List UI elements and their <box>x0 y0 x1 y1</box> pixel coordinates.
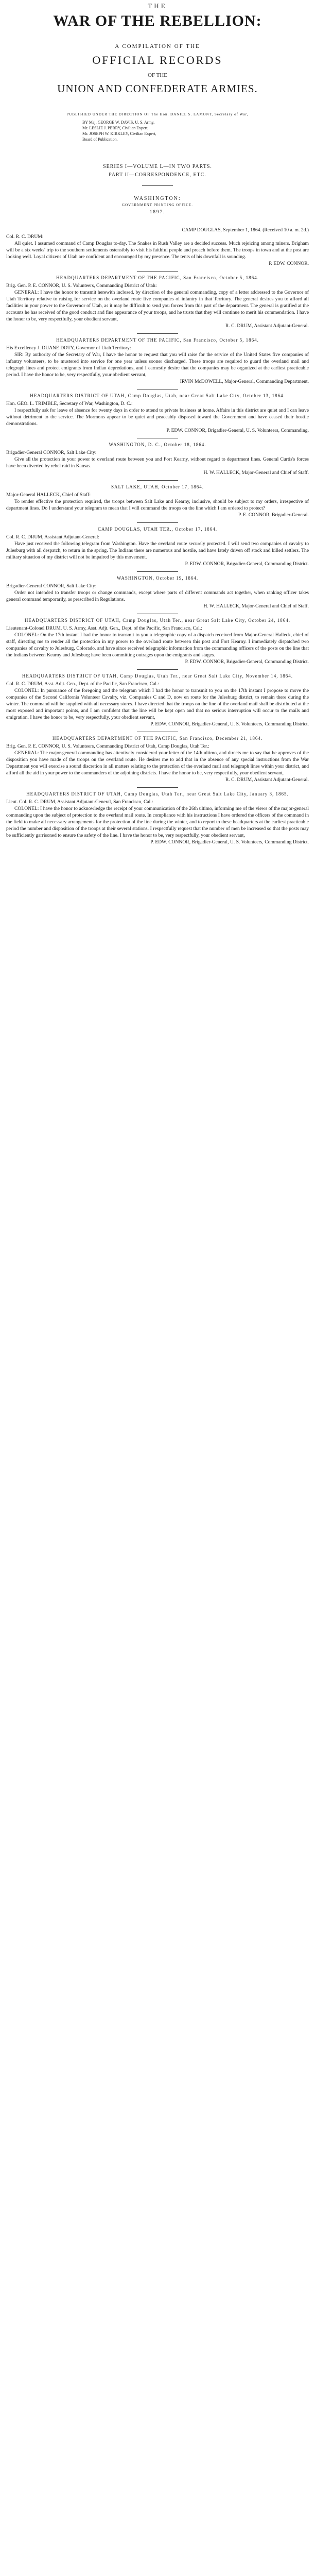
signature: P. EDW. CONNOR, Brigadier-General, U. S. Volunteers, Commanding. <box>166 428 309 433</box>
document-entry <box>6 617 309 665</box>
document-entry <box>6 393 309 434</box>
letter-body: SIR: By authority of the Secretary of War, I have the honor to request that you will raise for the service of the United States five companies of infantry volunteers, to be mustered into service for one year unless sooner discharged. These troops are required to guard the overland mail and telegraph lines and protect emigrants from Indian depredations, and I earnestly desire that the companies may be organized at the earliest practicable period. I have the honor to be, very respectfully, your obedient servant, <box>6 352 309 378</box>
dateline: CAMP DOUGLAS, September 1, 1864. (Received 10 a. m. 2d.) <box>182 227 309 233</box>
document-entry <box>6 484 309 518</box>
salutation: Lieut. Col. R. C. DRUM, Assistant Adjutant-General, San Francisco, Cal.: <box>6 799 153 805</box>
letter-body: All quiet. I assumed command of Camp Douglas to-day. The Snakes in Rush Valley are a decided success. Much rejoicing among miners. Brigham will be a six weeks' trip to the southern settlements ostensibly to visit his faithful people and preach before them. The troops in town and at the post are looking well. Loyal citizens of Utah are confident and encouraged by my presence. The tents of his downfall is sounding. <box>6 241 309 260</box>
year-line: 1897. <box>149 209 166 214</box>
letter-body: To render effective the protection required, the troops between Salt Lake and Kearny, inclusive, should be subject to my orders, irrespective of department lines. Do I understand your telegram to mean that I will command the troops on the line which I am ordered to protect? <box>6 499 309 511</box>
salutation: Lieutenant-Colonel DRUM, U. S. Army, Asst. Adjt. Gen., Dept. of the Pacific, San Francisco, Cal.: <box>6 625 202 631</box>
salutation: His Excellency J. DUANE DOTY, Governor of Utah Territory: <box>6 345 131 351</box>
divider <box>137 271 178 272</box>
divider <box>137 787 178 788</box>
printing-office-line: GOVERNMENT PRINTING OFFICE. <box>122 203 193 207</box>
armies-line: UNION AND CONFEDERATE ARMIES. <box>57 82 258 95</box>
board-of-publication <box>82 120 237 142</box>
letter-heading: HEADQUARTERS DISTRICT OF UTAH, Camp Douglas, Utah Ter., near Great Salt Lake City, October 24, 1864. <box>24 618 291 623</box>
title-the: THE <box>148 2 167 10</box>
document-entry <box>6 575 309 609</box>
salutation: Brig. Gen. P. E. CONNOR, U. S. Volunteers, Commanding District of Utah: <box>6 283 157 289</box>
letter-body: Order not intended to transfer troops or change commands, except where parts of different commands act together, when ranking officer takes general command temporarily, as prescribed in Regulations. <box>6 590 309 602</box>
board-member: Mr. LESLIE J. PERRY, Civilian Expert, <box>82 126 149 130</box>
letter-heading: WASHINGTON, October 19, 1864. <box>116 575 199 581</box>
signature: R. C. DRUM, Assistant Adjutant-General. <box>225 777 309 783</box>
salutation: Col. R. C. DRUM, Asst. Adjt. Gen., Dept. of the Pacific, San Francisco, Cal.: <box>6 681 160 687</box>
main-title: WAR OF THE REBELLION: <box>53 12 262 29</box>
divider <box>137 669 178 670</box>
letter-body: I respectfully ask for leave of absence for twenty days in order to attend to private business at home. Affairs in this district are quiet and I can leave without detriment to the service. The Mormons appear to be quiet and peaceably disposed toward the Government and have ceased their hostile demonstrations. <box>6 408 309 427</box>
published-by-line: PUBLISHED UNDER THE DIRECTION OF The Hon. DANIEL S. LAMONT, Secretary of War, <box>66 112 249 116</box>
letter-body: COLONEL: I have the honor to acknowledge the receipt of your communication of the 26th ultimo, informing me of the views of the major-general commanding upon the subject of protection to the overland mail route. In compliance with his instructions I have ordered the officers of the command in the field to make all necessary arrangements for the protection of the line during the winter, and to report to these headquarters at the earliest practicable period the number and disposition of the troops at their several stations. I respectfully request that the number of men be increased so that the posts may be sufficiently garrisoned to ensure the safety of the line. I have the honor to be, very respectfully, your obedient servant, <box>6 806 309 838</box>
signature: R. C. DRUM, Assistant Adjutant-General. <box>225 323 309 329</box>
document-body <box>6 227 309 845</box>
of-the-line: OF THE <box>148 72 167 78</box>
compilation-line: A COMPILATION OF THE <box>115 43 200 49</box>
salutation: Col. R. C. DRUM, Assistant Adjutant-General: <box>6 534 99 540</box>
signature: IRVIN McDOWELL, Major-General, Commanding Department. <box>180 379 309 384</box>
letter-body: COLONEL: In pursuance of the foregoing and the telegram which I had the honor to transmit to you on the 17th instant I propose to move the companies of the Second California Volunteer Cavalry, viz. Companies C and D, now en route for the Julesburg district, to remain there during the winter. The command will be supplied with all necessary stores. I have directed that the troops on the line of the overland mail shall be distributed at the most exposed and important points, and I am confident that the line will be kept open and that no serious interruption will occur to the mails and emigration. I have the honor to be, very respectfully, your obedient servant, <box>6 688 309 720</box>
letter-heading: WASHINGTON, D. C., October 18, 1864. <box>109 442 206 447</box>
board-label: Board of Publication. <box>82 137 118 142</box>
salutation: Major-General HALLECK, Chief of Staff: <box>6 492 91 498</box>
signature: P. EDW. CONNOR, Brigadier-General, U. S. Volunteers, Commanding District. <box>150 839 309 845</box>
salutation: Hon. GEO. L. TRIMBLE, Secretary of War, Washington, D. C.: <box>6 401 133 406</box>
salutation: Brigadier-General CONNOR, Salt Lake City: <box>6 583 97 589</box>
board-member: BY Maj. GEORGE W. DAVIS, U. S. Army, <box>82 120 155 125</box>
board-member: Mr. JOSEPH W. KIRKLEY, Civilian Expert, <box>82 131 156 136</box>
letter-heading: HEADQUARTERS DISTRICT OF UTAH, Camp Douglas, Utah, near Great Salt Lake City, October 13, 1864. <box>30 393 285 398</box>
divider <box>137 571 178 572</box>
part-line: PART II—CORRESPONDENCE, ETC. <box>109 172 206 178</box>
document-entry <box>6 275 309 329</box>
city-line: WASHINGTON: <box>134 196 181 201</box>
letter-heading: HEADQUARTERS DEPARTMENT OF THE PACIFIC, San Francisco, October 5, 1864. <box>56 275 259 280</box>
signature: P. EDW. CONNOR, Brigadier-General, Commanding District. <box>185 561 309 567</box>
letter-heading: HEADQUARTERS DISTRICT OF UTAH, Camp Douglas, Utah Ter., near Great Salt Lake City, January 3, 1865. <box>26 791 289 796</box>
letter-heading: HEADQUARTERS DISTRICT OF UTAH, Camp Douglas, Utah Ter., near Great Salt Lake City, November 14, 1864. <box>22 673 293 679</box>
salutation: Brigadier-General CONNOR, Salt Lake City: <box>6 450 97 455</box>
document-entry <box>6 791 309 845</box>
letter-body: GENERAL: The major-general commanding has attentively considered your letter of the 14th ultimo, and directs me to say that he approves of the disposition you have made of the troops on the overland route. He desires me to add that in the absence of any special instructions from the War Department you will exercise a sound discretion in all matters relating to the protection of the overland mail and telegraph lines within your district, and afford all the aid in your power to the commanders of the adjoining districts. I have the honor to be, very respectfully, your obedient servant, <box>6 750 309 776</box>
official-records-line: OFFICIAL RECORDS <box>92 54 223 66</box>
series-line: SERIES I—VOLUME L—IN TWO PARTS. <box>103 164 212 170</box>
divider <box>137 480 178 481</box>
letter-heading: CAMP DOUGLAS, UTAH TER., October 17, 1864. <box>97 527 218 532</box>
divider <box>137 333 178 334</box>
divider <box>137 522 178 523</box>
salutation: Brig. Gen. P. E. CONNOR, U. S. Volunteers, Commanding District of Utah, Camp Douglas, Utah Ter.: <box>6 743 209 749</box>
letter-body: Have just received the following telegram from Washington. Have the overland route securely protected. I will send two companies of cavalry to Julesburg with all despatch, to return in the spring. The Indians there are numerous and hostile, and have lately driven off stock and killed settlers. The military situation of my district will not be impaired by this movement. <box>6 541 309 560</box>
signature: P. EDW. CONNOR. <box>269 261 309 266</box>
document-entry <box>6 673 309 727</box>
signature: P. EDW. CONNOR, Brigadier-General, Commanding District. <box>185 659 309 665</box>
letter-heading: SALT LAKE, UTAH, October 17, 1864. <box>111 484 204 489</box>
signature: H. W. HALLECK, Major-General and Chief of Staff. <box>203 470 309 476</box>
letter-body: COLONEL: On the 17th instant I had the honor to transmit to you a telegraphic copy of a dispatch received from Major-General Halleck, chief of staff, directing me to render all the protection in my power to the overland route between this post and Fort Kearny. I immediately dispatched two companies of cavalry to Julesburg, Colorado, and have since received telegraphic information from the commanding officers of the posts on the line that the Indians between Kearny and Julesburg have been committing outrages upon the emigrants and stages. <box>6 632 309 658</box>
document-entry <box>6 337 309 385</box>
document-entry <box>6 735 309 783</box>
letter-heading: HEADQUARTERS DEPARTMENT OF THE PACIFIC, San Francisco, October 5, 1864. <box>56 337 259 343</box>
title-divider <box>142 185 173 186</box>
signature: P. E. CONNOR, Brigadier-General. <box>238 512 309 518</box>
document-entry <box>6 442 309 476</box>
signature: P. EDW. CONNOR, Brigadier-General, U. S. Volunteers, Commanding District. <box>150 721 309 727</box>
letter-heading: HEADQUARTERS DEPARTMENT OF THE PACIFIC, San Francisco, December 21, 1864. <box>52 736 263 741</box>
document-entry <box>6 227 309 267</box>
letter-body: Give all the protection in your power to overland route between you and Fort Kearny, without regard to department lines. General Curtis's forces have been diverted by rebel raid in Kansas. <box>6 456 309 469</box>
salutation: Col. R. C. DRUM: <box>6 234 44 240</box>
signature: H. W. HALLECK, Major-General and Chief of Staff. <box>203 603 309 609</box>
document-entry <box>6 526 309 567</box>
letter-body: GENERAL: I have the honor to transmit herewith inclosed, by direction of the general commanding, copy of a letter addressed to the Governor of Utah Territory relative to raising for service on the overland route five companies of infantry in that Territory. The general desires you to afford all facilities in your power to the Governor of Utah, as it may be difficult to send you forces from this part of the department. The general is gratified at the accounts he has received of the good conduct and fine appearance of your troops, and he trusts that they will continue to merit his commendation. I have the honor to be, very respectfully, your obedient servant, <box>6 290 309 322</box>
